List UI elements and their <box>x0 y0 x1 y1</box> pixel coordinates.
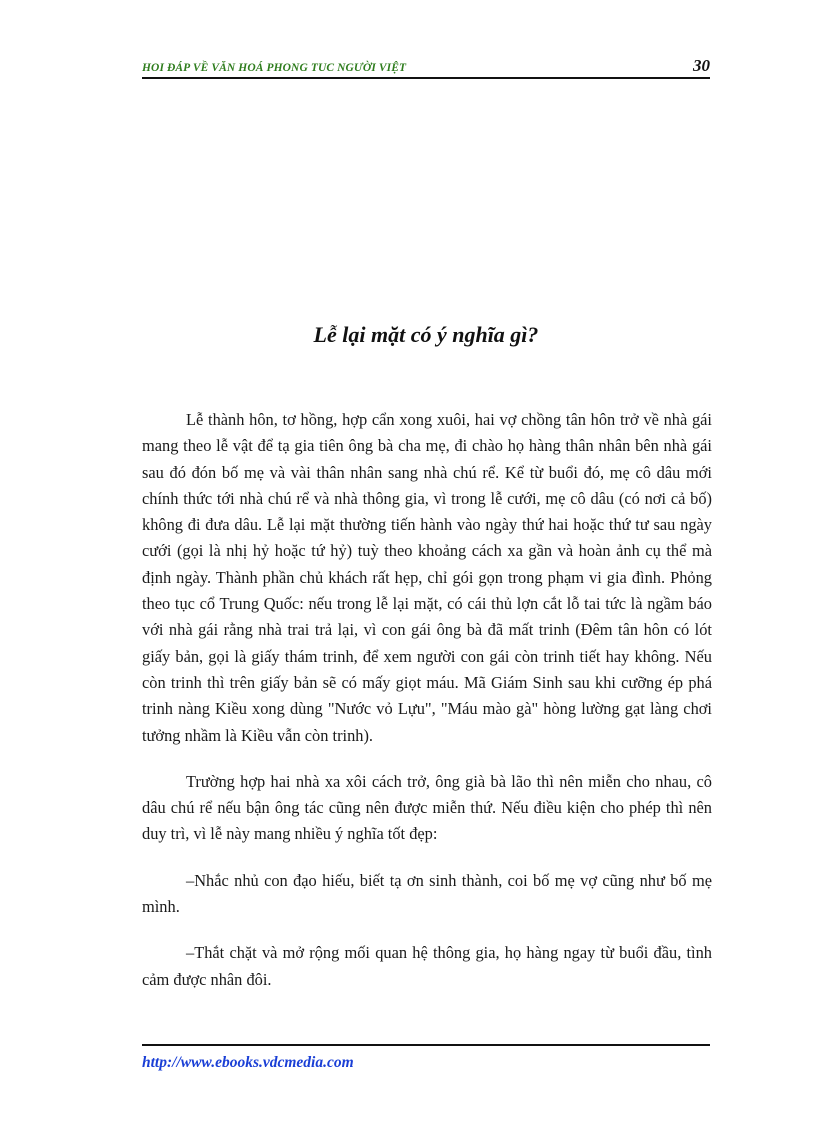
paragraph-1: Lễ thành hôn, tơ hồng, hợp cẩn xong xuôi, hai vợ chồng tân hôn trở về nhà gái mang theo lễ vật để tạ gia tiên ông bà cha mẹ, đi chào họ hàng thân nhân bên nhà gái sau đó đón bố mẹ và vài thân nhân sang nhà chú rể. Kể từ buổi đó, mẹ cô dâu mới chính thức tới nhà chú rể và nhà thông gia, vì trong lễ cưới, mẹ cô dâu (có nơi cả bố) không đi đưa dâu. Lễ lại mặt thường tiến hành vào ngày thứ hai hoặc thứ tư sau ngày cưới (gọi là nhị hỷ hoặc tứ hỷ) tuỳ theo khoảng cách xa gần và hoàn ảnh cụ thể mà định ngày. Thành phần chủ khách rất hẹp, chỉ gói gọn trong phạm vi gia đình. Phỏng theo tục cổ Trung Quốc: nếu trong lễ lại mặt, có cái thủ lợn cắt lỗ tai tức là ngầm báo với nhà gái rằng nhà trai trả lại, vì con gái ông bà đã mất trinh (Đêm tân hôn có lót giấy bản, gọi là giấy thám trinh, để xem người con gái còn trinh tiết hay không. Nếu còn trinh thì trên giấy bản sẽ có mấy giọt máu. Mã Giám Sinh sau khi cưỡng ép phá trinh nàng Kiều xong dùng "Nước vỏ Lựu", "Máu mào gà" hòng lường gạt làng chơi tưởng nhầm là Kiều vẫn còn trinh). <box>142 410 712 745</box>
book-title: HOI ĐÁP VỀ VĂN HOÁ PHONG TUC NGƯỜI VIỆT <box>142 62 407 74</box>
page-header <box>142 55 710 79</box>
page-footer <box>142 1044 710 1072</box>
page-number: 30 <box>693 56 710 75</box>
paragraph-3: –Nhắc nhủ con đạo hiếu, biết tạ ơn sinh thành, coi bố mẹ vợ cũng như bố mẹ mình. <box>142 870 712 917</box>
paragraph-4: –Thắt chặt và mở rộng mối quan hệ thông gia, họ hàng ngay từ buổi đầu, tình cảm được nhân đôi. <box>142 943 712 989</box>
article-title: Lễ lại mặt có ý nghĩa gì? <box>313 322 539 347</box>
footer-website-link[interactable]: http://www.ebooks.vdcmedia.com <box>142 1054 354 1071</box>
article-body <box>142 407 712 993</box>
paragraph-2: Trường hợp hai nhà xa xôi cách trở, ông già bà lão thì nên miễn cho nhau, cô dâu chú rể nếu bận ông tác cũng nên được miễn thứ. Nếu điều kiện cho phép thì nên duy trì, vì lễ này mang nhiều ý nghĩa tốt đẹp: <box>142 771 712 844</box>
